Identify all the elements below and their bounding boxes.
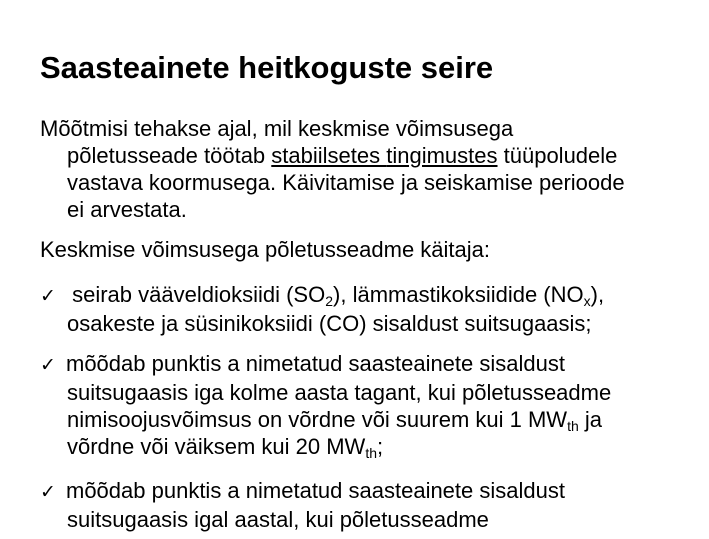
bullet-3: [40, 477, 684, 533]
bullet-text: suitsugaasis iga kolme aasta tagant, kui põletusseadme: [67, 380, 612, 405]
intro-word: ajal,: [217, 116, 258, 141]
operator-heading: [40, 236, 684, 263]
bullet-text: mõõdab punktis a nimetatud saasteainete sisaldust: [66, 478, 565, 503]
intro-text: tüüpoludele: [497, 143, 618, 168]
intro-line-4: ei arvestata.: [67, 197, 187, 222]
intro-word: võimsusega: [395, 116, 514, 141]
bullet-text: nimisoojusvõimsus on võrdne või suurem kui 1 MW: [67, 407, 568, 432]
bullet-text: ), lämmastikoksiidide (NO: [333, 282, 584, 307]
subscript: 2: [325, 293, 334, 309]
subscript: x: [583, 293, 591, 309]
checkmark-icon: ✓: [40, 354, 56, 376]
bullet-text: suitsugaasis igal aastal, kui põletusseadme: [67, 507, 489, 532]
bullet-text: mõõdab punktis a nimetatud saasteainete sisaldust: [66, 351, 565, 376]
bullet-text: ja: [578, 407, 603, 432]
intro-word: Mõõtmisi: [40, 116, 129, 141]
checkmark-icon: ✓: [40, 285, 56, 307]
intro-line-3: vastava koormusega. Käivitamise ja seiskamise perioode: [67, 170, 625, 195]
bullet-text: võrdne või väiksem kui 20 MW: [67, 434, 366, 459]
slide-title: Saasteainete heitkoguste seire: [40, 50, 494, 85]
bullet-text: ),: [590, 282, 605, 307]
bullet-1: [40, 281, 684, 337]
intro-text: põletusseade töötab: [67, 143, 272, 168]
underlined-term: stabiilsetes: [271, 143, 387, 168]
intro-word: keskmise: [298, 116, 390, 141]
bullet-text: ;: [377, 434, 384, 459]
intro-word: mil: [263, 116, 292, 141]
subscript: th: [365, 445, 378, 461]
intro-word: tehakse: [134, 116, 212, 141]
bullet-2: [40, 350, 684, 460]
bullet-text: seirab vääveldioksiidi (SO: [66, 282, 326, 307]
intro-paragraph: [40, 115, 684, 223]
subscript: th: [567, 418, 579, 434]
checkmark-icon: ✓: [40, 481, 56, 503]
intro-line-1: [40, 115, 684, 142]
bullet-text: osakeste ja süsinikoksiidi (CO) sisaldust suitsugaasis;: [67, 311, 592, 336]
underlined-term: tingimustes: [386, 143, 498, 168]
operator-heading-text: Keskmise võimsusega põletusseadme käitaja:: [40, 237, 491, 262]
intro-line-2: [40, 142, 684, 169]
